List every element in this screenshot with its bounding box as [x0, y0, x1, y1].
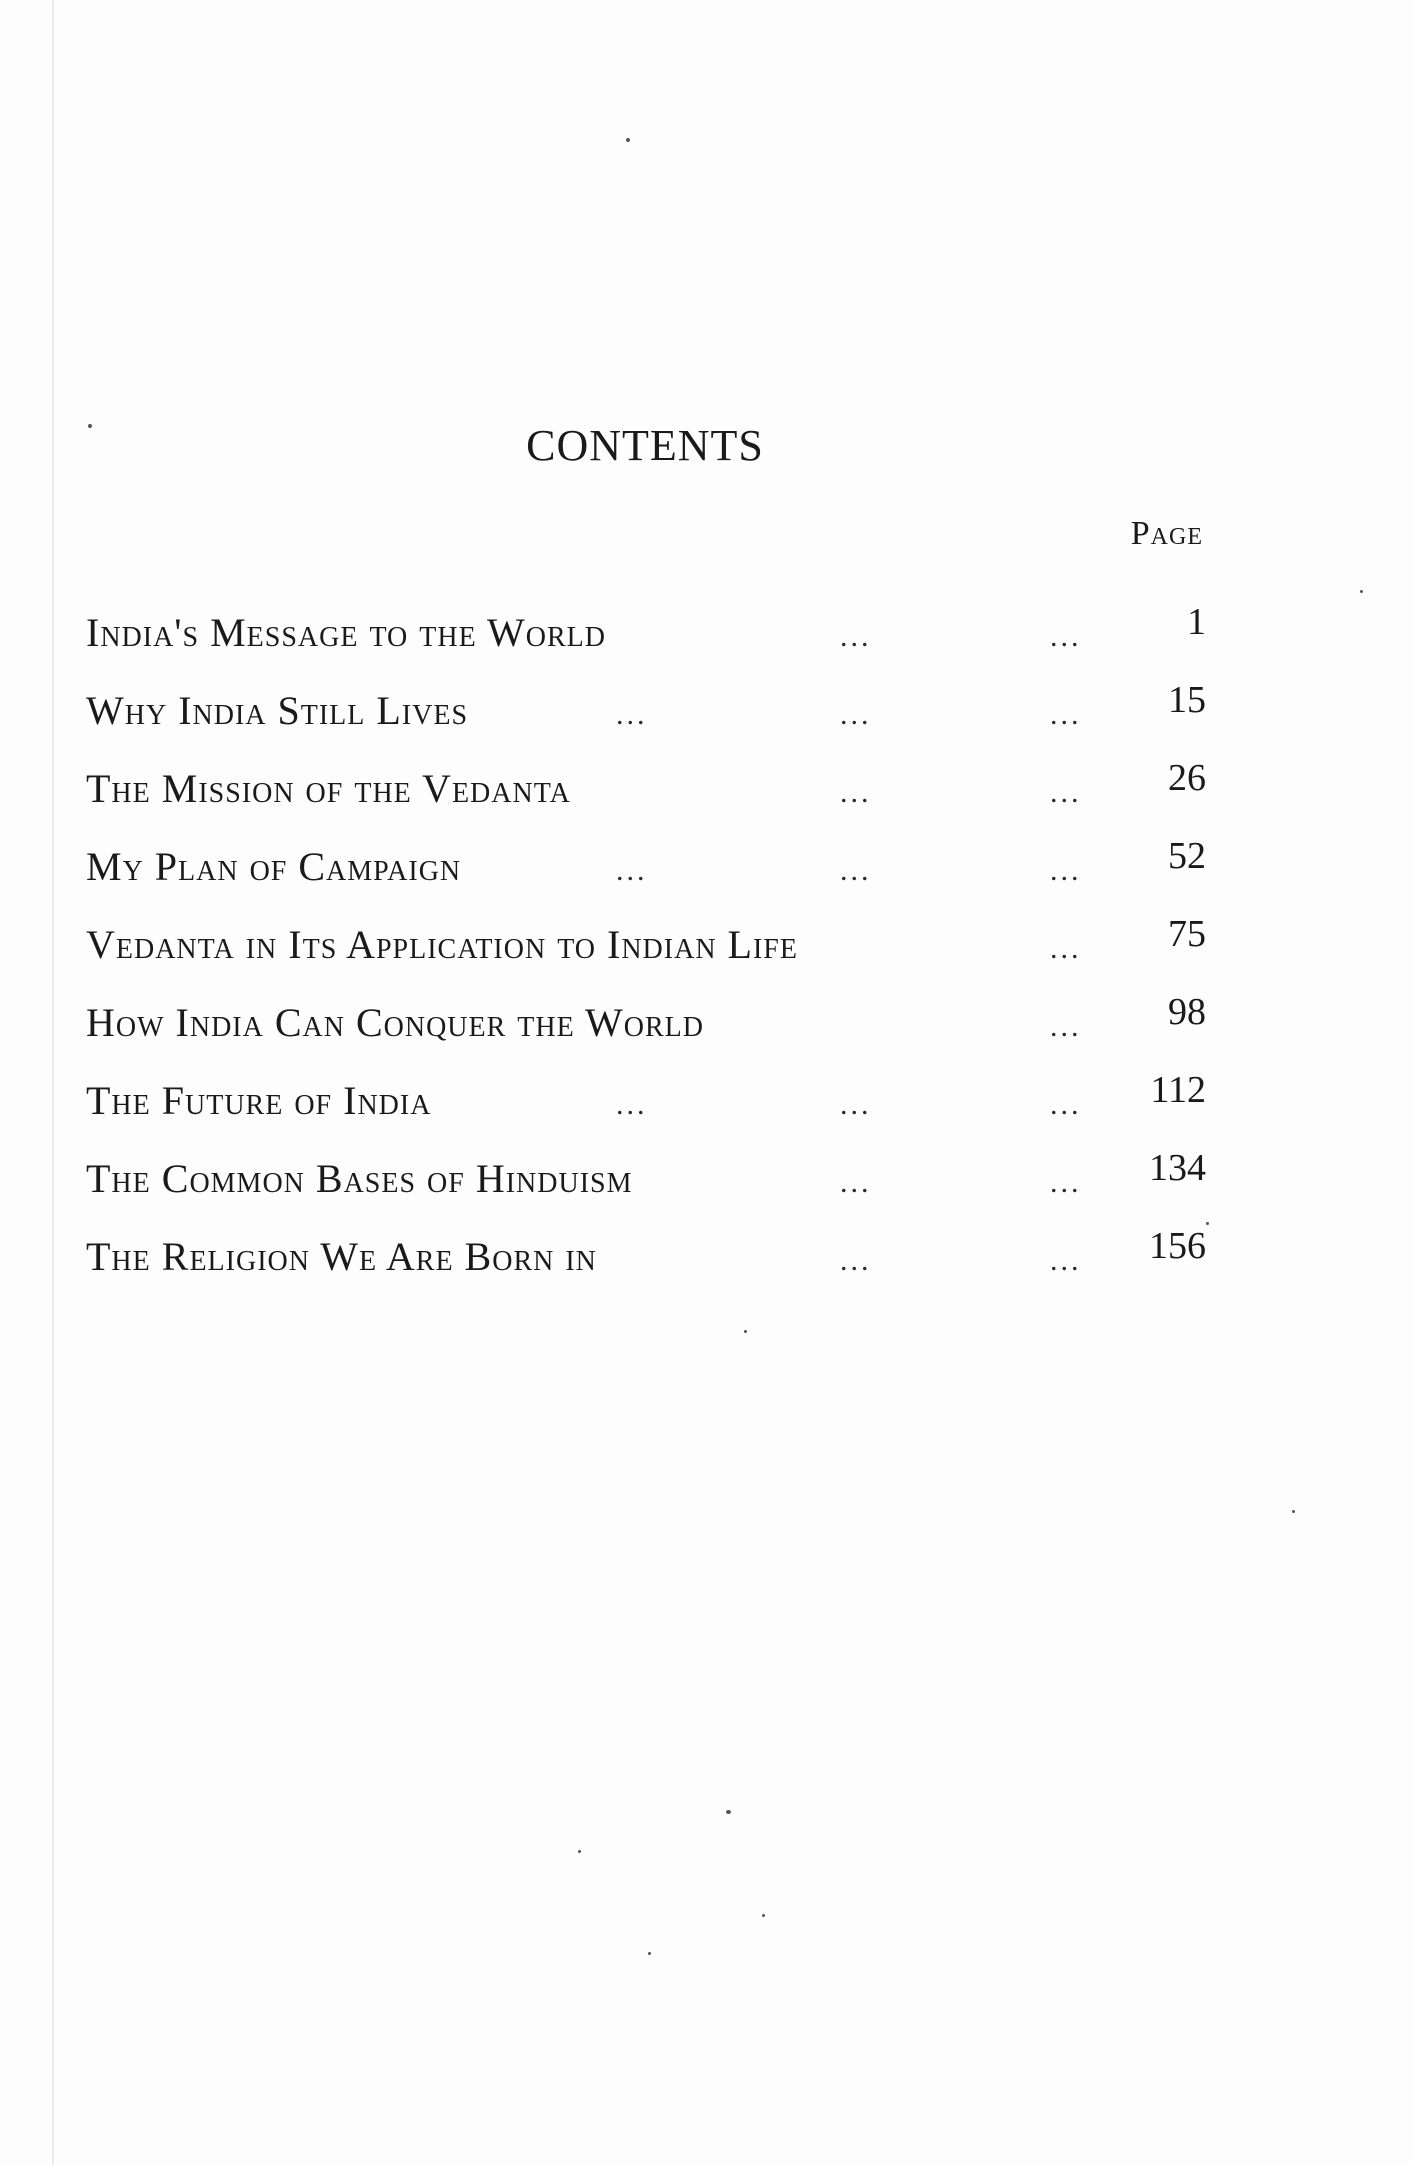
scan-speck: [578, 1850, 581, 1853]
toc-entry-title: The Religion We Are Born in: [86, 1234, 597, 1279]
toc-leader-dots: ...: [1050, 698, 1082, 731]
toc-page-number: 1: [1187, 601, 1206, 643]
toc-entry-title: The Common Bases of Hinduism: [86, 1156, 633, 1201]
toc-leader-dots: ...: [840, 1244, 872, 1277]
toc-leader-dots: ...: [1050, 620, 1082, 653]
toc-entry: [86, 590, 1206, 668]
toc-page-number: 15: [1168, 679, 1206, 721]
toc-entry: [86, 824, 1206, 902]
toc-leader-dots: ...: [840, 698, 872, 731]
toc-entry-title: The Mission of the Vedanta: [86, 766, 571, 811]
toc-leader-dots: ...: [1050, 776, 1082, 809]
toc-entry: [86, 668, 1206, 746]
toc-leader-dots: ...: [1050, 1010, 1082, 1043]
toc-leader-dots: ...: [840, 854, 872, 887]
toc-entry: [86, 902, 1206, 980]
table-of-contents: [86, 590, 1206, 1292]
toc-leader-dots: ...: [1050, 1166, 1082, 1199]
toc-leader-dots: ...: [1050, 1088, 1082, 1121]
contents-heading: CONTENTS: [526, 421, 764, 470]
toc-entry-title: My Plan of Campaign: [86, 844, 462, 889]
toc-entry-title: How India Can Conquer the World: [86, 1000, 704, 1045]
toc-leader-dots: ...: [840, 776, 872, 809]
toc-entry-title: India's Message to the World: [86, 610, 606, 655]
scan-speck: [626, 138, 630, 142]
toc-page-number: 26: [1168, 757, 1206, 799]
toc-leader-dots: ...: [840, 1166, 872, 1199]
toc-entry-title: Why India Still Lives: [86, 688, 469, 733]
toc-entry-title: Vedanta in Its Application to Indian Life: [86, 922, 798, 967]
toc-entry: [86, 980, 1206, 1058]
toc-leader-dots: ...: [616, 1088, 648, 1121]
toc-page-number: 98: [1168, 991, 1206, 1033]
toc-leader-dots: ...: [1050, 854, 1082, 887]
toc-leader-dots: ...: [840, 620, 872, 653]
toc-leader-dots: ...: [1050, 932, 1082, 965]
page-column-label: Page: [1130, 515, 1203, 552]
toc-leader-dots: ...: [616, 854, 648, 887]
scan-speck: [1360, 590, 1363, 593]
scan-speck: [1206, 1222, 1209, 1225]
page-gutter-edge: [52, 0, 54, 2165]
toc-leader-dots: ...: [840, 1088, 872, 1121]
toc-entry: [86, 1214, 1206, 1292]
toc-entry-title: The Future of India: [86, 1078, 432, 1123]
toc-entry: [86, 746, 1206, 824]
toc-page-number: 52: [1168, 835, 1206, 877]
toc-leader-dots: ...: [1050, 1244, 1082, 1277]
toc-page-number: 156: [1149, 1225, 1206, 1267]
scan-speck: [762, 1914, 765, 1917]
toc-page-number: 134: [1149, 1147, 1206, 1189]
scan-speck: [648, 1952, 651, 1955]
scan-speck: [88, 424, 92, 428]
scan-speck: [1292, 1510, 1295, 1513]
toc-entry: [86, 1058, 1206, 1136]
scan-speck: [726, 1810, 731, 1814]
toc-page-number: 112: [1150, 1069, 1206, 1111]
toc-leader-dots: ...: [616, 698, 648, 731]
toc-page-number: 75: [1168, 913, 1206, 955]
toc-entry: [86, 1136, 1206, 1214]
scan-speck: [744, 1330, 747, 1333]
